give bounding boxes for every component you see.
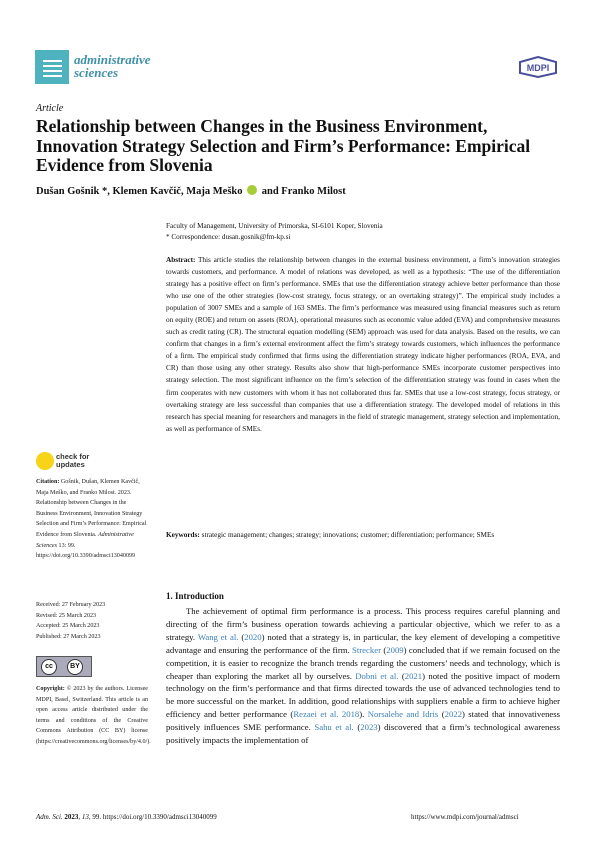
section-heading: 1. Introduction [166,591,224,601]
copyright-notice: Copyright: © 2023 by the authors. Licensee MDPI, Basel, Switzerland. This article is an open access article distributed under the terms and conditions of the Creative Commons Attribution (CC BY) license (https://creativecommons.org/licenses/by/4.0/). [36,686,151,745]
abstract-label: Abstract: [166,256,196,264]
keywords-label: Keywords: [166,531,200,539]
svg-text:MDPI: MDPI [526,63,550,73]
paper-title: Relationship between Changes in the Business Environment, Innovation Strategy Selection and Firm’s Performance: Empirical Evidence from Slovenia [36,116,531,175]
accepted-date: Accepted: 25 March 2023 [36,623,100,630]
by-icon: BY [67,659,83,675]
affiliation: Faculty of Management, University of Primorska, SI-6101 Koper, Slovenia [166,222,383,230]
citation-link[interactable]: 2009 [386,644,404,655]
published-date: Published: 27 March 2023 [36,633,101,640]
keywords-text: strategic management; changes; strategy; innovations; customer; differentiation; performance; SMEs [201,531,495,539]
received-date: Received: 27 February 2023 [36,602,106,608]
article-type-label: Article [36,103,64,114]
revised-date: Revised: 25 March 2023 [36,612,97,619]
author-list: Dušan Gošnik *, Klemen Kavčič, Maja Meško and Franko Milost [36,186,346,197]
cc-icon: cc [41,659,57,675]
citation-link[interactable]: Sahu et al. [314,722,354,733]
footer-citation: Adm. Sci. 2023, 13, 99. https://doi.org/10.3390/admsci13040099 [36,813,217,821]
citation-block: Citation: Gošnik, Dušan, Klemen Kavčič, Maja Meško, and Franko Milost. 2023. Relationship between Changes in the Business Environment, Innovation Strategy Selection and Firm’s Performance: Empirical Evidence from Slovenia. Administrative Sciences 13: 99. https://doi.org/10.3390/admsci13040099 [36,479,147,560]
citation-link[interactable]: Rezaei et al. 2018 [293,709,360,720]
keywords [166,529,560,541]
footer-journal-url[interactable]: https://www.mdpi.com/journal/admsci [411,813,519,821]
correspondence: * Correspondence: dusan.gosnik@fm-kp.si [166,233,291,241]
citation-link[interactable]: Norsalehe and Idris [367,709,439,720]
citation-link[interactable]: 2020 [244,631,262,642]
check-updates-icon [36,452,54,470]
mdpi-logo-icon[interactable] [518,56,558,78]
citation-link[interactable]: Dobni et al. [355,670,399,681]
abstract [166,254,560,435]
journal-name[interactable]: administrative sciences [74,52,151,80]
abstract-text: This article studies the relationship between changes in the external business environment, a firm’s innovation strategies towards customers, and performance. A model of relations was developed, as well as a hypothesis: “The use of the differentiation strategy has a positive effect on firm’s performance. SMEs that use the differentiation strategy achieve better performance than those who use one of the other strategies (low-cost strategy, focus strategy, or an overtaking strategy)”. The empirical study includes a population of 3007 SMEs and a sample of 163 SMEs. The firm’s performance was measured using financial measures such as return on equity (ROE) and return on assets (ROA), operational measures such as economic value added (EVA) and comprehensive measures such as credit rating (CR). The structural equation modelling (SEM) approach was used for data analysis. Based on the results, we can confirm that changes in a firm’s external environment affect the firm’s strategy towards customers, which influences the performance of a firm. The empirical study confirmed that firms using the differentiation strategy indicate higher performances (ROA, EVA, and CR) than those using any other strategy. Results also show that high-performance SMEs incorporate customer perspectives into strategy selection. The most significant influence on the firm’s selection of the differentiation strategy was found in cases when the firm cooperates with new customers with whom it has not collaborated thus far. SMEs that use a low-cost strategy, focus strategy, or overtaking strategy are less successful than companies that use a differentiation strategy. The developed model of relations in this research has special meaning for researchers and managers in the field of strategic management, strategy selection and implementation, as well as performance of SMEs. [166,256,560,433]
orcid-icon[interactable] [247,185,257,195]
introduction-paragraph: The achievement of optimal firm performance is a process. This process requires careful planning and directing of the firm’s business operation towards achieving a particular objective, which we refer to as a strategy. Wang et al. (2020) noted that a strategy is, in particular, the key element of developing a competitive advantage and ensuring the performance of the firm. Strecker (2009) concluded that if we remain focused on the competition, it is easier to recognize the branch trends regarding the customers’ needs and technology, which is cheaper than exploring the market all by ourselves. Dobni et al. (2021) noted the positive impact of modern technology on the firm’s performance and that firms directed towards the use of advanced technologies tend to be more successful on the market. In addition, good relationships with suppliers enable a firm to achieve higher efficiency and better performance (Rezaei et al. 2018). Norsalehe and Idris (2022) stated that innovativeness positively influences SME performance. Sahu et al. (2023) discovered that a firm’s technological awareness positively impacts the implementation of [166,606,561,746]
citation-link[interactable]: 2021 [404,670,423,681]
cc-by-license-icon[interactable] [36,656,92,677]
citation-link[interactable]: 2022 [444,709,462,720]
affiliation-block [166,221,383,243]
citation-link[interactable]: Strecker [352,644,381,655]
citation-link[interactable]: 2023 [360,722,378,733]
citation-link[interactable]: Wang et al. [197,631,239,642]
publication-dates [36,600,148,642]
journal-logo-icon [35,50,69,84]
